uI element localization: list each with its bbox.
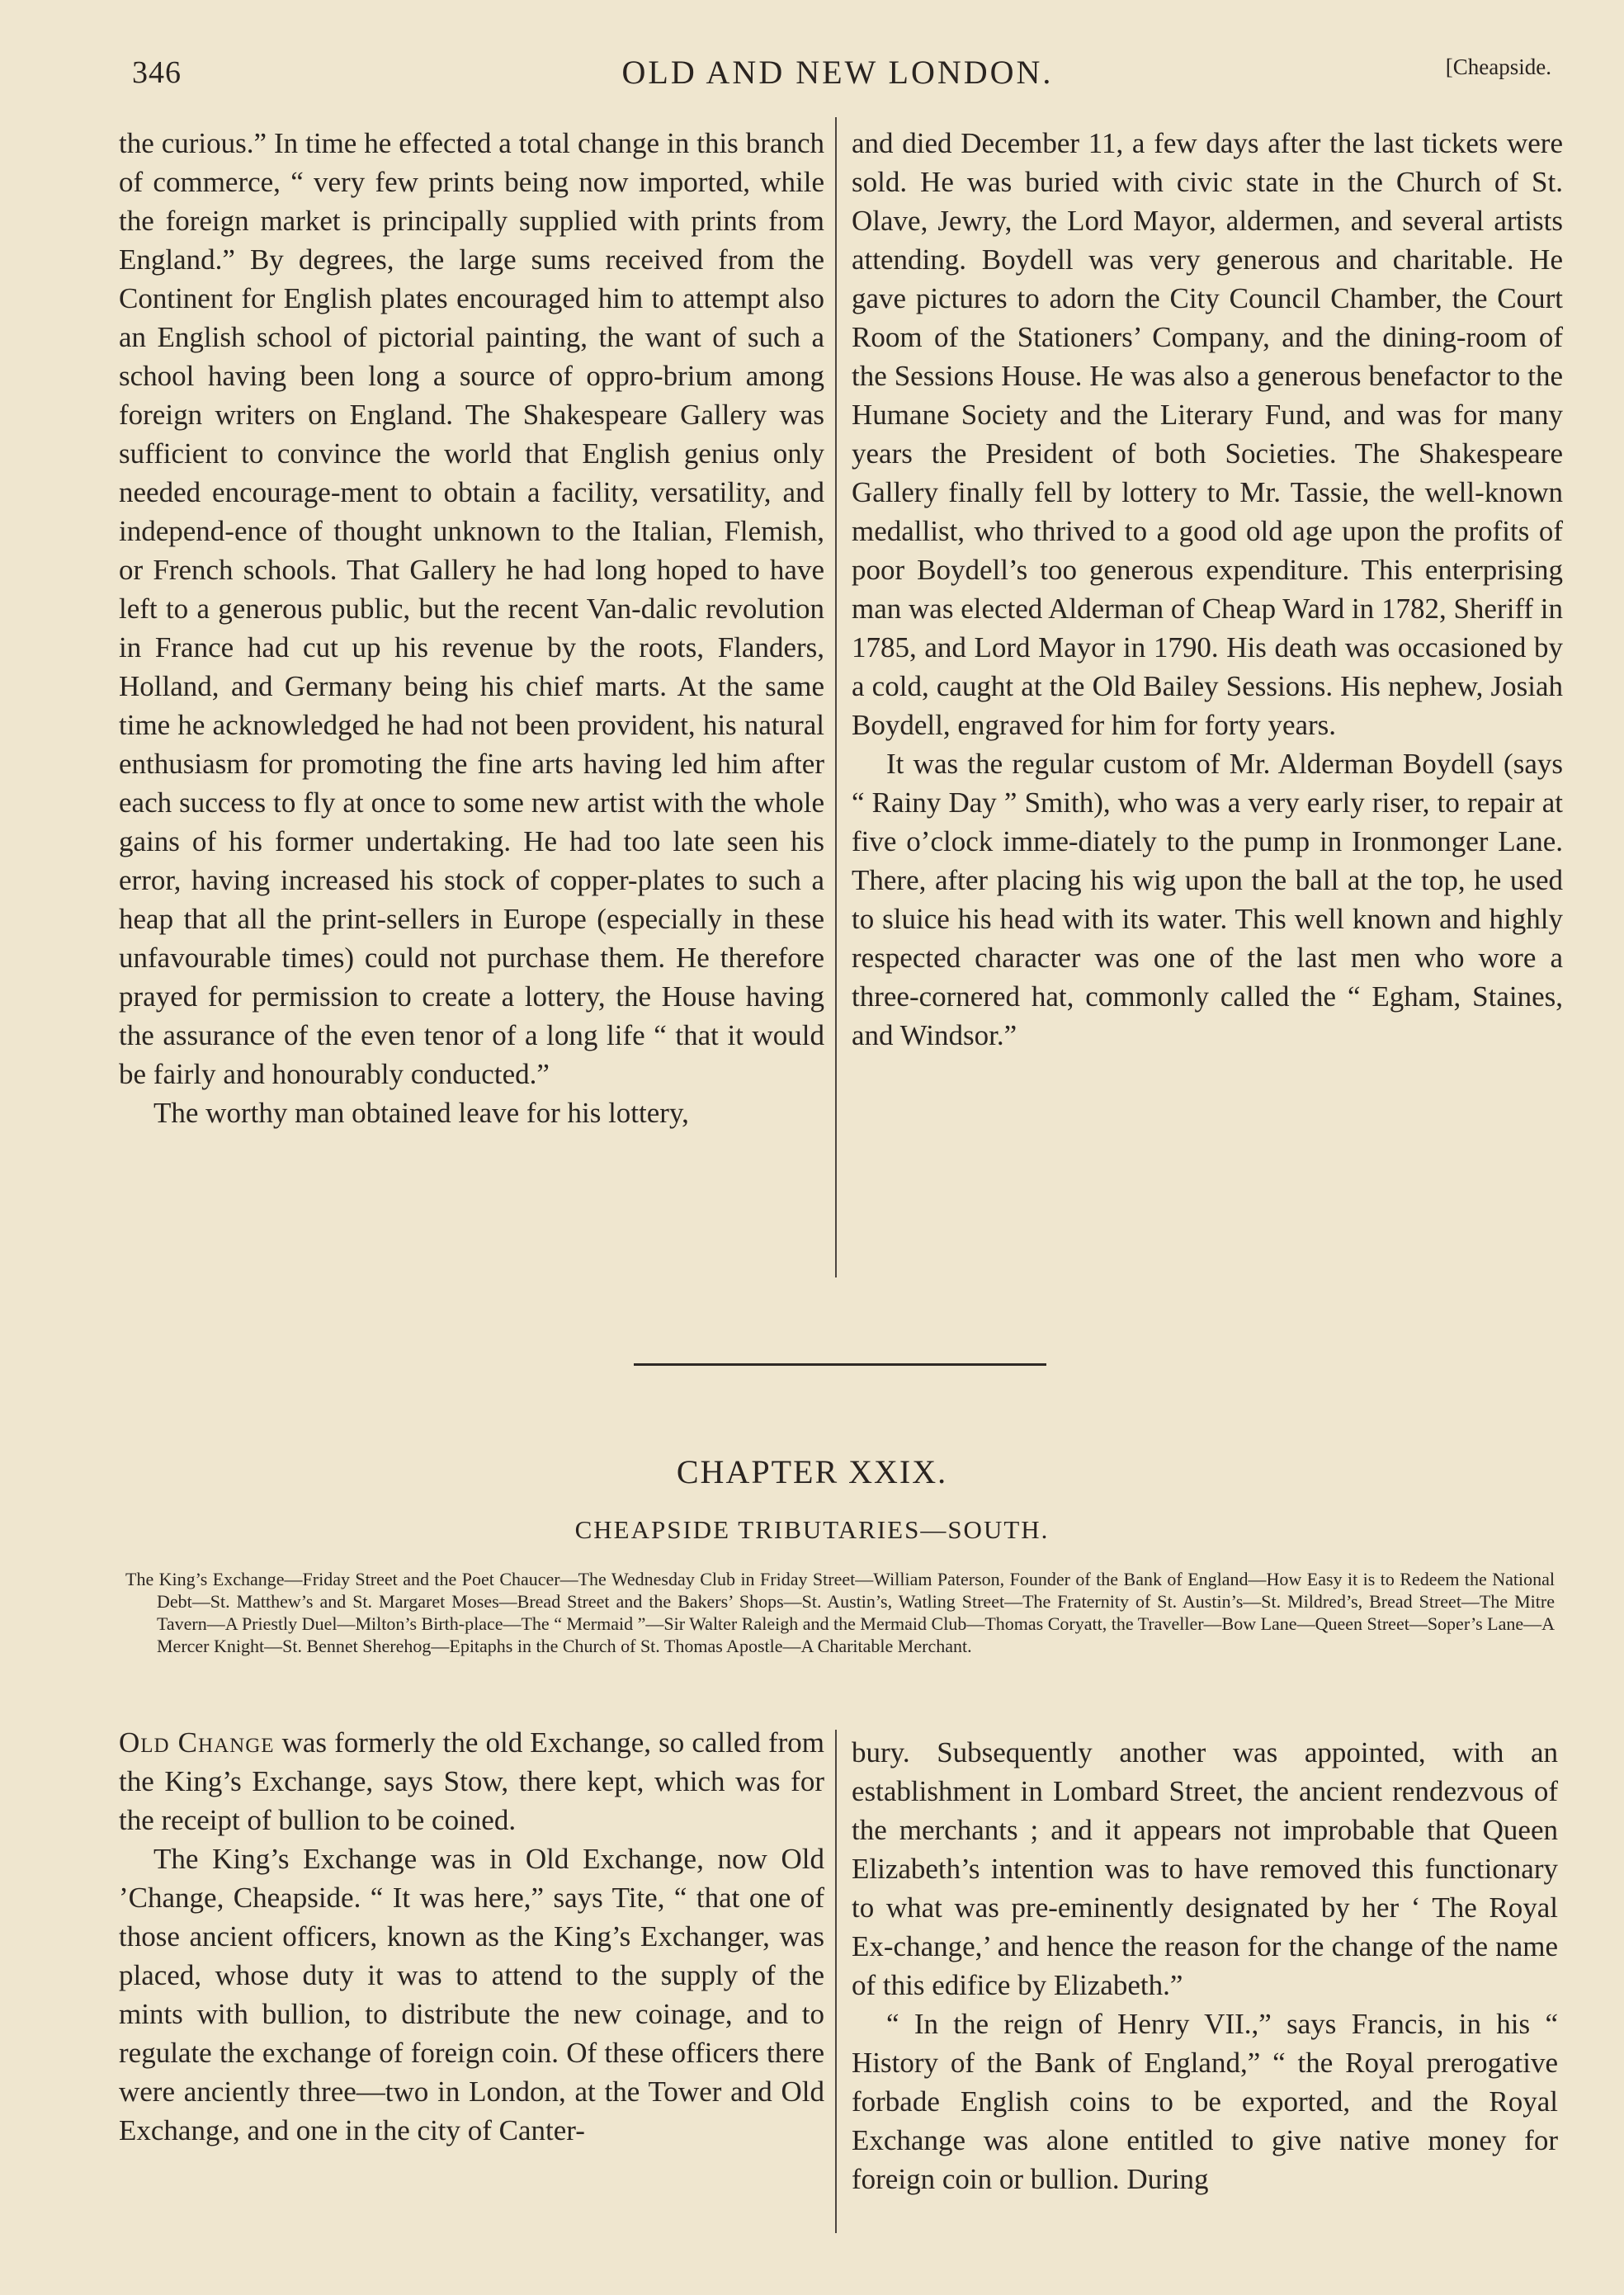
chapter-heading: CHAPTER XXIX. (676, 1453, 948, 1490)
paragraph: bury. Subsequently another was appointed, with an establishment in Lombard Street, the ancient rendezvous of the merchants ; and it appears not improbable that Queen Elizabeth’s intention was to have removed this functionary to what was pre-eminently designated by her ‘ The Royal Ex-change,’ and hence the reason for the change of the name of this edifice by Elizabeth.” (852, 1736, 1558, 2001)
column-top-right (852, 124, 1563, 1055)
column-divider (835, 1730, 837, 2233)
section-separator-rule (634, 1363, 1046, 1366)
column-top-left (119, 124, 824, 1132)
column-bottom-left (119, 1723, 824, 2150)
opening-text: was formerly the old Exchange, so called from the King’s Exchange, says Stow, there kept, which was for the receipt of bullion to be coined. (119, 1726, 825, 1836)
running-header (124, 48, 1551, 97)
paragraph: The King’s Exchange was in Old Exchange, now Old ’Change, Cheapside. “ It was here,” says Tite, “ that one of those ancient officers, known as the King’s Exchanger, was placed, whose duty it was to attend to the supply of the mints with bullion, to distribute the new coinage, and to regulate the exchange of foreign coin. Of these officers there were anciently three—two in London, at the Tower and Old Exchange, and one in the city of Canter- (119, 1843, 824, 2146)
paragraph: and died December 11, a few days after the last tickets were sold. He was buried with civic state in the Church of St. Olave, Jewry, the Lord Mayor, aldermen, and several artists attending. Boydell was very generous and charitable. He gave pictures to adorn the City Council Chamber, the Court Room of the Stationers’ Company, and the dining-room of the Sessions House. He was also a generous benefactor to the Humane Society and the Literary Fund, and was for many years the President of both Societies. The Shakespeare Gallery finally fell by lottery to Mr. Tassie, the well-known medallist, who thrived to a good old age upon the profits of poor Boydell’s too generous expenditure. This enterprising man was elected Alderman of Cheap Ward in 1782, Sheriff in 1785, and Lord Mayor in 1790. His death was occasioned by a cold, caught at the Old Bailey Sessions. His nephew, Josiah Boydell, engraved for him for forty years. (852, 127, 1563, 741)
chapter-argument: The King’s Exchange—Friday Street and the Poet Chaucer—The Wednesday Club in Friday Street—William Paterson, Founder of the Bank of England—How Easy it is to Redeem the National Debt—St. Matthew’s and St. Margaret Moses—Bread Street and the Bakers’ Shops—St. Austin’s, Watling Street—The Fraternity of St. Austin’s—St. Mildred’s, Bread Street—The Mitre Tavern—A Priestly Duel—Milton’s Birth-place—The “ Mermaid ”—Sir Walter Raleigh and the Mermaid Club—Thomas Coryatt, the Traveller—Bow Lane—Queen Street—Soper’s Lane—A Mercer Knight—St. Bennet Sherehog—Epitaphs in the Church of St. Thomas Apostle—A Charitable Merchant. (125, 1569, 1555, 1656)
column-bottom-right (852, 1733, 1558, 2198)
paragraph: the curious.” In time he effected a total change in this branch of commerce, “ very few prints being now imported, while the foreign market is principally supplied with prints from England.” By degrees, the large sums received from the Continent for English plates encouraged him to attempt also an English school of pictorial painting, the want of such a school having been long a source of oppro-brium among foreign writers on England. The Shakespeare Gallery was sufficient to convince the world that English genius only needed encourage-ment to obtain a facility, versatility, and independ-ence of thought unknown to the Italian, Flemish, or French schools. That Gallery he had long hoped to have left to a generous public, but the recent Van-dalic revolution in France had cut up his revenue by the roots, Flanders, Holland, and Germany being his chief marts. At the same time he acknowledged he had not been provident, his natural enthusiasm for promoting the fine arts having led him after each success to fly at once to some new artist with the whole gains of his former undertaking. He had too late seen his error, having increased his stock of copper-plates to such a heap that all the print-sellers in Europe (especially in these unfavourable times) could not purchase them. He therefore prayed for permission to create a lottery, the House having the assurance of the even tenor of a long life “ that it would be fairly and honourably conducted.” (119, 127, 824, 1090)
section-label: [Cheapside. (1445, 54, 1551, 79)
running-title: OLD AND NEW LONDON. (621, 54, 1054, 91)
paragraph (119, 1723, 824, 1839)
page-number: 346 (132, 55, 182, 90)
column-divider (835, 117, 837, 1277)
opening-words: Old Change (119, 1726, 275, 1759)
paragraph: The worthy man obtained leave for his lottery, (153, 1097, 689, 1129)
chapter-subtitle: CHEAPSIDE TRIBUTARIES—SOUTH. (574, 1515, 1050, 1544)
paragraph: It was the regular custom of Mr. Alderman Boydell (says “ Rainy Day ” Smith), who was a very early riser, to repair at five o’clock imme-diately to the pump in Ironmonger Lane. There, after placing his wig upon the ball at the top, he used to sluice his head with its water. This well known and highly respected character was one of the last men who wore a three-cornered hat, commonly called the “ Egham, Staines, and Windsor.” (852, 748, 1563, 1051)
paragraph: “ In the reign of Henry VII.,” says Francis, in his “ History of the Bank of England,” “ the Royal prerogative forbade English coins to be exported, and the Royal Exchange was alone entitled to give native money for foreign coin or bullion. During (852, 2008, 1558, 2195)
